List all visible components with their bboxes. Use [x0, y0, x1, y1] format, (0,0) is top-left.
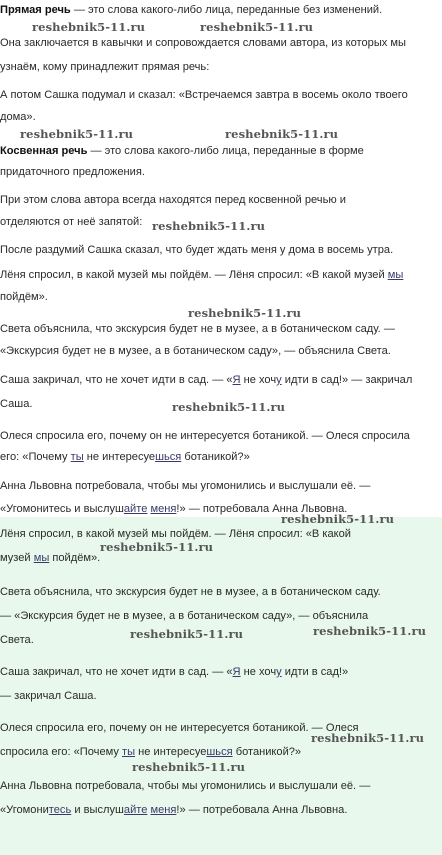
highlighted-word: меня	[150, 503, 177, 515]
answer-text: — закричал Саша.	[0, 690, 97, 702]
answer-item-4: Олеся спросила его, почему он не интересуется ботаникой. — Олеся	[0, 722, 359, 734]
definition-indirect-speech	[0, 144, 438, 158]
watermark: reshebnik5-11.ru	[313, 624, 427, 638]
answer-text	[0, 745, 438, 759]
answer-text	[0, 803, 438, 817]
exercise-text: не интересуе	[83, 451, 156, 463]
watermark: reshebnik5-11.ru	[281, 512, 395, 526]
exercise-item-3	[0, 373, 438, 387]
exercise-text: Саша закричал, что не хочет идти в сад. — «	[0, 374, 233, 386]
watermark: reshebnik5-11.ru	[32, 20, 146, 34]
exercise-item-2: Света объяснила, что экскурсия будет не в музее, а в ботаническом саду. —	[0, 323, 395, 335]
answer-item-2: Света объяснила, что экскурсия будет не в музее, а в ботаническом саду.	[0, 586, 381, 598]
text-line: отделяются от неё запятой:	[0, 216, 143, 228]
answer-text: и выслуш	[71, 804, 124, 816]
exercise-text: Саша.	[0, 398, 33, 410]
example-line: А потом Сашка подумал и сказал: «Встречаемся завтра в восемь около твоего	[0, 89, 408, 101]
watermark: reshebnik5-11.ru	[100, 540, 214, 554]
answer-text: идти в сад!»	[281, 666, 349, 678]
watermark: reshebnik5-11.ru	[200, 20, 314, 34]
highlighted-ending: шься	[206, 746, 233, 758]
highlighted-word: мы	[387, 269, 404, 281]
watermark: reshebnik5-11.ru	[172, 400, 286, 414]
answer-text: не интересуе	[135, 746, 207, 758]
answer-text: пойдём».	[49, 552, 101, 564]
answer-item-1: Лёня спросил, в какой музей мы пойдём. — Лёня спросил: «В какой	[0, 528, 351, 540]
highlighted-ending: айте	[123, 503, 148, 515]
watermark: reshebnik5-11.ru	[152, 219, 266, 233]
watermark: reshebnik5-11.ru	[188, 306, 302, 320]
definition-text: — это слова какого-либо лица, переданные в форме	[87, 145, 364, 157]
answer-text	[0, 551, 438, 565]
answer-text: Света.	[0, 634, 34, 646]
answer-text: спросила его: «Почему	[0, 746, 123, 758]
highlighted-word: ты	[122, 746, 136, 758]
exercise-text: !» — потребовала Анна Львовна.	[176, 503, 348, 515]
watermark: reshebnik5-11.ru	[132, 760, 246, 774]
highlighted-ending: у	[276, 666, 282, 678]
exercise-text: его: «Почему	[0, 451, 71, 463]
exercise-item-1	[0, 268, 438, 282]
answer-text: ботаникой?»	[232, 746, 302, 758]
exercise-item-5: Анна Львовна потребовала, чтобы мы угомонились и выслушали её. —	[0, 480, 371, 492]
exercise-text: «Угомонитесь и выслуш	[0, 503, 124, 515]
highlighted-ending: у	[276, 374, 282, 386]
highlighted-ending: шься	[155, 451, 182, 463]
highlighted-word: Я	[232, 374, 241, 386]
answer-text: — «Экскурсия будет не в музее, а в ботаническом саду», — объяснила	[0, 610, 369, 622]
watermark: reshebnik5-11.ru	[225, 127, 339, 141]
definition-direct-speech	[0, 3, 438, 17]
answer-item-3	[0, 665, 438, 679]
example-line: дома».	[0, 111, 36, 123]
exercise-text: не хоч	[240, 374, 277, 386]
exercise-text	[0, 450, 438, 464]
watermark: reshebnik5-11.ru	[311, 731, 425, 745]
exercise-text: пойдём».	[0, 291, 48, 303]
answer-text: не хоч	[240, 666, 277, 678]
example-line: После раздумий Сашка сказал, что будет ждать меня у дома в восемь утра.	[0, 244, 394, 256]
exercise-text: ботаникой?»	[181, 451, 250, 463]
answer-text: Саша закричал, что не хочет идти в сад. — «	[0, 666, 233, 678]
watermark: reshebnik5-11.ru	[130, 627, 244, 641]
highlighted-ending: айте	[123, 804, 148, 816]
exercise-text: Лёня спросил, в какой музей мы пойдём. — Лёня спросил: «В какой музей	[0, 269, 388, 281]
exercise-text: идти в сад!» — закричал	[281, 374, 413, 386]
highlighted-ending: тесь	[48, 804, 72, 816]
highlighted-word: мы	[33, 552, 50, 564]
highlighted-word: ты	[70, 451, 84, 463]
answer-text: музей	[0, 552, 34, 564]
answer-text: «Угомони	[0, 804, 49, 816]
answer-text: !» — потребовала Анна Львовна.	[176, 804, 348, 816]
answer-item-5: Анна Львовна потребовала, чтобы мы угомонились и выслушали её. —	[0, 780, 371, 792]
highlighted-word: Я	[232, 666, 241, 678]
highlighted-word: меня	[150, 804, 177, 816]
exercise-text: «Экскурсия будет не в музее, а в ботаническом саду», — объяснила Света.	[0, 345, 391, 357]
text-line: При этом слова автора всегда находятся перед косвенной речью и	[0, 194, 346, 206]
term-indirect-speech: Косвенная речь	[0, 145, 88, 157]
text-line: Она заключается в кавычки и сопровождается словами автора, из которых мы	[0, 37, 407, 49]
exercise-item-4: Олеся спросила его, почему он не интересуется ботаникой. — Олеся спросила	[0, 430, 410, 442]
term-direct-speech: Прямая речь	[0, 4, 71, 16]
text-line: узнаём, кому принадлежит прямая речь:	[0, 61, 210, 73]
definition-text: — это слова какого-либо лица, переданные без изменений.	[70, 4, 383, 16]
watermark: reshebnik5-11.ru	[20, 127, 134, 141]
text-line: придаточного предложения.	[0, 166, 145, 178]
